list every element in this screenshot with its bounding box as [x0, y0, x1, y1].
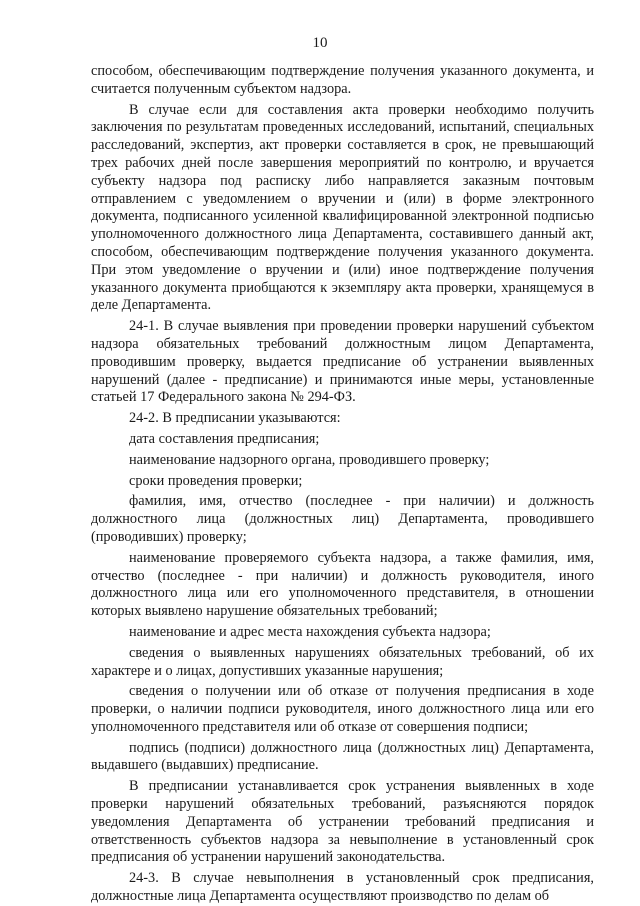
list-item-violations: сведения о выявленных нарушениях обязательных требований, об их характере и о лицах, допустивших указанные нарушения; — [91, 644, 594, 679]
paragraph-24-1: 24-1. В случае выявления при проведении проверки нарушений субъектом надзора обязательных требований должностным лицом Департамента, проводившим проверку, выдается предписание об устранении выявленных нарушений (далее - предписание) и принимаются иные меры, установленные статьей 17 Федерального закона № 294-ФЗ. — [91, 318, 594, 406]
list-item-date: дата составления предписания; — [129, 430, 320, 447]
list-item-signature: подпись (подписи) должностного лица (должностных лиц) Департамента, выдавшего (выдавших) предписание. — [91, 739, 594, 774]
list-item-officials: фамилия, имя, отчество (последнее - при наличии) и должность должностного лица (должностных лиц) Департамента, проводившего (проводивших) проверку; — [91, 493, 594, 545]
paragraph-continuation: способом, обеспечивающим подтверждение получения указанного документа, и считается полученным субъектом надзора. — [91, 63, 594, 97]
paragraph-24-3: 24-3. В случае невыполнения в установленный срок предписания, должностные лица Департамента осуществляют производство по делам об — [91, 870, 594, 905]
paragraph-24-2: 24-2. В предписании указываются: — [129, 410, 341, 427]
list-item-subject: наименование проверяемого субъекта надзора, а также фамилия, имя, отчество (последнее - при наличии) и должность руководителя, иного должностного лица или его уполномоченного представителя, в отношении которых выявлено нарушение обязательных требований; — [91, 549, 594, 620]
page-number: 10 — [312, 35, 328, 51]
list-item-terms: сроки проведения проверки; — [129, 472, 303, 489]
list-item-authority: наименование надзорного органа, проводившего проверку; — [129, 451, 490, 468]
list-item-address: наименование и адрес места нахождения субъекта надзора; — [129, 623, 491, 640]
paragraph-deadline-rules: В предписании устанавливается срок устранения выявленных в ходе проверки нарушений обязательных требований, разъясняются порядок уведомления Департамента об устранении требований предписания и ответственность субъектов надзора за невыполнение в установленный срок предписания об устранении нарушений законодательства. — [91, 778, 594, 866]
list-item-receipt: сведения о получении или об отказе от получения предписания в ходе проверки, о наличии подписи руководителя, иного должностного лица или его уполномоченного представителя или об отказе от совершения подписи; — [91, 683, 594, 735]
paragraph-act-deadline: В случае если для составления акта проверки необходимо получить заключения по результатам проведенных исследований, испытаний, специальных расследований, экспертиз, акт проверки составляется в срок, не превышающий трех рабочих дней после завершения мероприятий по контролю, и вручается субъекту надзора под расписку либо направляется заказным почтовым отправлением с уведомлением о вручении и (или) в форме электронного документа, подписанного усиленной квалифицированной электронной подписью уполномоченного должностного лица Департамента, составившего данный акт, способом, обеспечивающим подтверждение получения указанного документа. При этом уведомление о вручении и (или) иное подтверждение получения указанного документа приобщаются к экземпляру акта проверки, хранящемуся в деле Департамента. — [91, 101, 594, 314]
document-body — [91, 63, 594, 906]
